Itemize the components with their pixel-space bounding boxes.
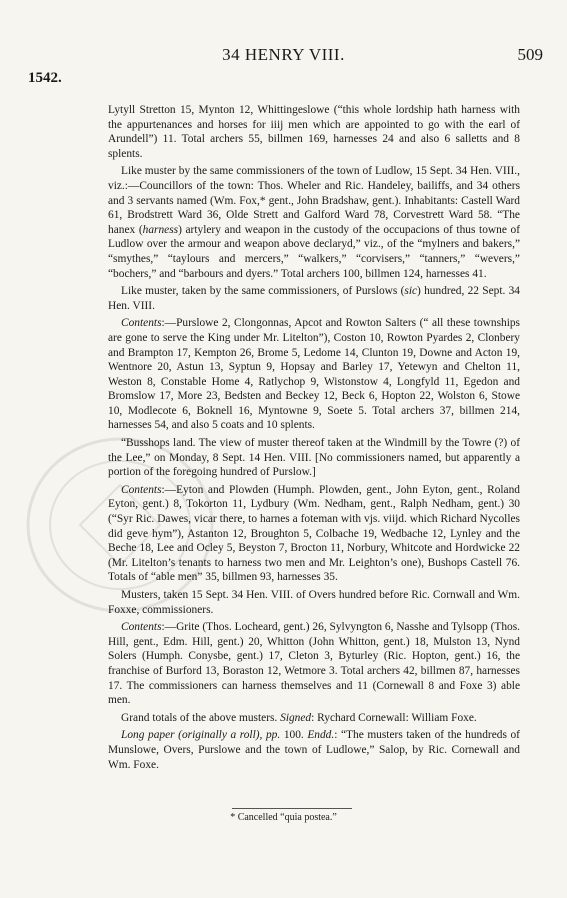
running-header-title: 34 HENRY VIII.	[222, 45, 345, 64]
text-run: : “The musters taken of the hundreds of Munslowe, Overs, Purslowe and the town of Ludlowe,” Salop, by Ric. Cornewall and Wm. Foxe.	[108, 729, 520, 771]
paragraph-p3	[108, 284, 520, 313]
italic-text: harness	[142, 223, 179, 236]
text-run: :—Grite (Thos. Locheard, gent.) 26, Sylvyngton 6, Nasshe and Tylsopp (Thos. Hill, gent., Edm. Hill, gent.) 20, Whitton (John Whitton, gent.) 18, Mulston 13, Nynd Solers (Humph. Conysbe, gent.) 17, Cleton 3, Byturley (Ric. Hopton, gent.) 16, the franchise of Burford 13, Boraston 12, Wetmore 3. Total archers 42, billmen 87, harnesses 17. The commissioners can harness themselves and 11 (Cornewall 8 and Foxe 3) able men.	[108, 621, 520, 707]
footnote-rule	[232, 808, 352, 809]
text-run: :—Eyton and Plowden (Humph. Plowden, gent., John Eyton, gent., Roland Eyton, gent.) 8, Tokorton 11, Lydbury (Wm. Nedham, gent., Ralph Nedham, gent.) 30 (“Syr Ric. Dawes, vicar there, to harnes a foteman with vjs. viijd. which Richard Nycolles did geve hym”), Astanton 12, Broughton 5, Colbache 19, Wedbache 12, Lynley and the Beche 18, Lee and Ocley 5, Beyston 7, Brocton 11, Norbury, Whitcote and Hordwicke 22 (Mr. Litelton’s tenants to harness two men and Mr. Leighton’s one), Bushops Castell 76. Totals of “able men” 35, billmen 93, harnesses 35.	[108, 483, 520, 584]
text-run: :—Purslowe 2, Clongonnas, Apcot and Rowton Salters (“ all these townships are gone to serve the King under Mr. Litelton”), Coston 10, Rowton Pyardes 2, Clonbery and Brampton 17, Kempton 26, Brome 5, Ledome 14, Clunton 19, Downe and Acton 19, Wentnore 20, Astun 13, Syptun 9, Hopsay and Barley 17, Yetewyn and Chelton 11, Weston 8, Constable Home 4, Ratlychop 9, Wistonstow 4, Longfyld 11, Egedon and Bromslow 17, More 23, Bedsten and Beckey 12, Beck 6, Hopton 22, Wolston 6, Stowe 10, Modlecote 6, Boknell 16, Myntowne 9, Soete 5. Total archers 37, billmen 214, harnesses 54, and also 5 coats and 10 splents.	[108, 317, 520, 432]
text-run: ) hundred, 22 Sept. 34 Hen. VIII.	[108, 285, 520, 312]
text-run: Like muster, taken by the same commissioners, of Purslows (	[121, 285, 405, 298]
footnote: * Cancelled “quia postea.”	[230, 812, 337, 823]
italic-text: Long paper (originally a roll), pp.	[121, 729, 281, 742]
paragraph-p2	[108, 164, 520, 281]
page-number: 509	[517, 45, 543, 64]
text-run: 100.	[280, 729, 308, 742]
text-run: “Busshops land. The view of muster thereof taken at the Windmill by the Towre (?) of the Lee,” on Monday, 8 Sept. 14 Hen. VIII. [No commissioners named, but apparently a portion of the foregoing hundred of Purslow.]	[108, 437, 520, 479]
text-run: Lytyll Stretton 15, Mynton 12, Whittingeslowe (“this whole lordship hath harness with the appurtenances and horses for iiij men which are appointed to go with the earl of Arundell”) 11. Total archers 55, billmen 169, harnesses 24 and also 6 salletts and 8 splents.	[108, 104, 520, 160]
italic-text: Contents	[121, 483, 162, 496]
calendar-entry-body	[108, 103, 520, 775]
paragraph-p5	[108, 436, 520, 480]
paragraph-p10	[108, 728, 520, 772]
paragraph-p8	[108, 620, 520, 708]
text-run: : Rychard Cornewall: William Foxe.	[311, 711, 477, 724]
italic-text: sic	[404, 285, 418, 298]
paragraph-p1	[108, 103, 520, 161]
text-run: Musters, taken 15 Sept. 34 Hen. VIII. of Overs hundred before Ric. Cornwall and Wm. Foxxe, commissioners.	[108, 589, 520, 616]
italic-text: Contents	[121, 317, 162, 330]
year-marginal: 1542.	[28, 70, 62, 86]
italic-text: Contents	[121, 621, 162, 634]
italic-text: Signed	[280, 711, 312, 724]
text-run: ) artylery and weapon in the custody of the occupacions of thus towne of Ludlow over the armour and weapon above declaryd,” viz., of the “mylners and bakers,” “smythes,” “taylours and mercers,” “walkers,” “corvisers,” “tanners,” “wevers,” “bochers,” and “barbours and dyers.” Total archers 100, billmen 124, harnesses 41.	[108, 223, 520, 280]
paragraph-p4	[108, 316, 520, 433]
paragraph-p7	[108, 588, 520, 617]
text-run: Grand totals of the above musters.	[121, 711, 281, 724]
paragraph-p9	[108, 711, 520, 726]
paragraph-p6	[108, 483, 520, 585]
italic-text: Endd.	[307, 729, 335, 742]
text-run: Like muster by the same commissioners of the town of Ludlow, 15 Sept. 34 Hen. VIII., viz.:—Councillors of the town: Thos. Wheler and Ric. Handeley, bailiffs, and 34 others and 3 servants named (Wm. Fox,* gent., John Bradshaw, gent.). Inhabitants: Castell Ward 61, Brodstrett Ward 36, Olde Strett and Galford Ward 78, Corvestrett Ward 58. “The hanex (	[108, 165, 520, 236]
